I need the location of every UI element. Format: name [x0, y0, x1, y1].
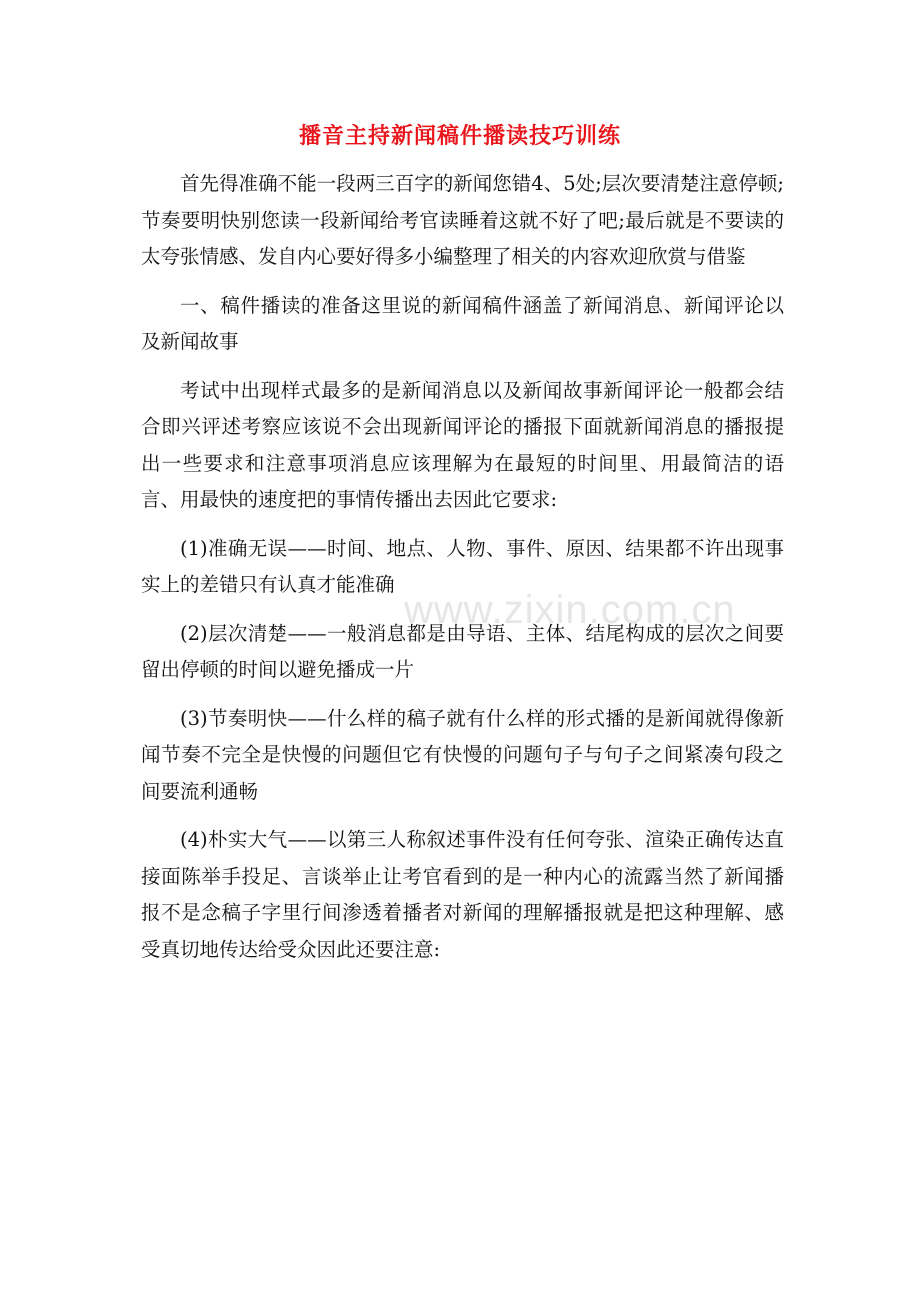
paragraph-item-2: (2)层次清楚——一般消息都是由导语、主体、结尾构成的层次之间要留出停顿的时间以避免播成一片 — [141, 621, 784, 681]
paragraph-section-1: 一、稿件播读的准备这里说的新闻稿件涵盖了新闻消息、新闻评论以及新闻故事 — [141, 293, 784, 353]
paragraph-item-4: (4)朴实大气——以第三人称叙述事件没有任何夸张、渲染正确传达直接面陈举手投足、言谈举止让考官看到的是一种内心的流露当然了新闻播报不是念稿子字里行间渗透着播者对新闻的理解播报就是把这种理解、感受真切地传达给受众因此还要注意: — [141, 828, 784, 961]
paragraph-item-3: (3)节奏明快——什么样的稿子就有什么样的形式播的是新闻就得像新闻节奏不完全是快慢的问题但它有快慢的问题句子与句子之间紧凑句段之间要流利通畅 — [141, 706, 784, 803]
document-body — [141, 166, 784, 980]
document-title: 播音主持新闻稿件播读技巧训练 — [298, 123, 621, 149]
paragraph-intro: 首先得准确不能一段两三百字的新闻您错4、5处;层次要清楚注意停顿;节奏要明快别您读一段新闻给考官读睡着这就不好了吧;最后就是不要读的太夸张情感、发自内心要好得多小编整理了相关的内容欢迎欣赏与借鉴 — [141, 172, 784, 268]
watermark: www.zixin.com.cn — [404, 588, 736, 632]
paragraph-item-1: (1)准确无误——时间、地点、人物、事件、原因、结果都不许出现事实上的差错只有认真才能准确 — [141, 536, 784, 596]
paragraph-exam-news: 考试中出现样式最多的是新闻消息以及新闻故事新闻评论一般都会结合即兴评述考察应该说不会出现新闻评论的播报下面就新闻消息的播报提出一些要求和注意事项消息应该理解为在最短的时间里、用最简洁的语言、用最快的速度把的事情传播出去因此它要求: — [141, 378, 784, 511]
